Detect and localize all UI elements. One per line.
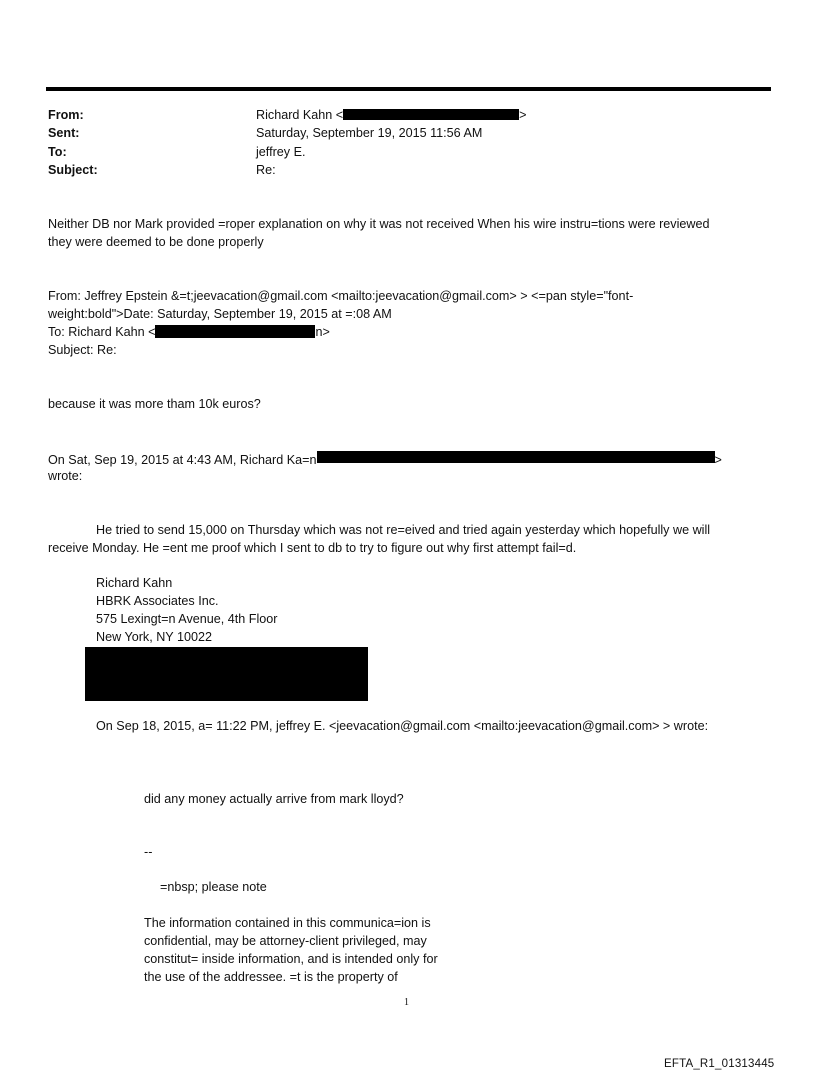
quoted-message: because it was more tham 10k euros? (48, 397, 261, 411)
quoted-on-line: On Sep 18, 2015, a= 11:22 PM, jeffrey E. <jeevacation@gmail.com <mailto:jeevacation@gmail.com> > wrote: (96, 719, 709, 733)
quoted-on-line (48, 451, 722, 467)
to-value: jeffrey E. (256, 145, 306, 159)
signature-separator: -- (144, 845, 153, 859)
disclaimer-line: confidential, may be attorney-client privileged, may (144, 934, 427, 948)
message-line: receive Monday. He =ent me proof which I sent to db to try to figure out why first attempt fail=d. (48, 541, 577, 555)
from-close: > (519, 108, 527, 122)
signature-name: Richard Kahn (96, 576, 173, 590)
from-value (256, 108, 527, 122)
wrote-label: wrote: (48, 469, 83, 483)
message-line: He tried to send 15,000 on Thursday which was not re=eived and tried again yesterday which hopefully we will (96, 523, 711, 537)
signature-company: HBRK Associates Inc. (96, 594, 219, 608)
to-label: To: (48, 145, 67, 159)
header-divider (46, 87, 771, 91)
redaction-bar (155, 325, 315, 338)
subject-value: Re: (256, 163, 276, 177)
redaction-block (85, 647, 368, 701)
signature-city: New York, NY 10022 (96, 630, 212, 644)
sent-label: Sent: (48, 126, 80, 140)
reply-line: they were deemed to be done properly (48, 235, 264, 249)
document-id: EFTA_R1_01313445 (664, 1058, 775, 1070)
quoted-date-line: weight:bold">Date: Saturday, September 19, 2015 at =:08 AM (48, 307, 392, 321)
from-label: From: (48, 108, 84, 122)
disclaimer-line: constitut= inside information, and is intended only for (144, 952, 438, 966)
signature-address: 575 Lexingt=n Avenue, 4th Floor (96, 612, 278, 626)
subject-label: Subject: (48, 163, 98, 177)
please-note-line: =nbsp; please note (160, 880, 267, 894)
quoted-to-suffix: n> (315, 325, 330, 339)
disclaimer-line: the use of the addressee. =t is the property of (144, 970, 398, 984)
quoted-to-prefix: To: Richard Kahn < (48, 325, 156, 339)
quoted-subject-line: Subject: Re: (48, 343, 117, 357)
redaction-bar (317, 451, 715, 463)
question-line: did any money actually arrive from mark lloyd? (144, 792, 404, 806)
redaction-bar (343, 109, 519, 120)
sent-value: Saturday, September 19, 2015 11:56 AM (256, 126, 483, 140)
page-number: 1 (404, 997, 409, 1008)
on-line-prefix: On Sat, Sep 19, 2015 at 4:43 AM, Richard Ka=n (48, 453, 317, 467)
reply-line: Neither DB nor Mark provided =roper explanation on why it was not received When his wire instru=tions were reviewed (48, 217, 710, 231)
disclaimer-line: The information contained in this communica=ion is (144, 916, 431, 930)
from-name: Richard Kahn < (256, 108, 344, 122)
quoted-from-line: From: Jeffrey Epstein &=t;jeevacation@gmail.com <mailto:jeevacation@gmail.com> > <=pan style="font- (48, 289, 634, 303)
on-line-suffix: > (714, 453, 722, 467)
quoted-to-line (48, 325, 330, 339)
